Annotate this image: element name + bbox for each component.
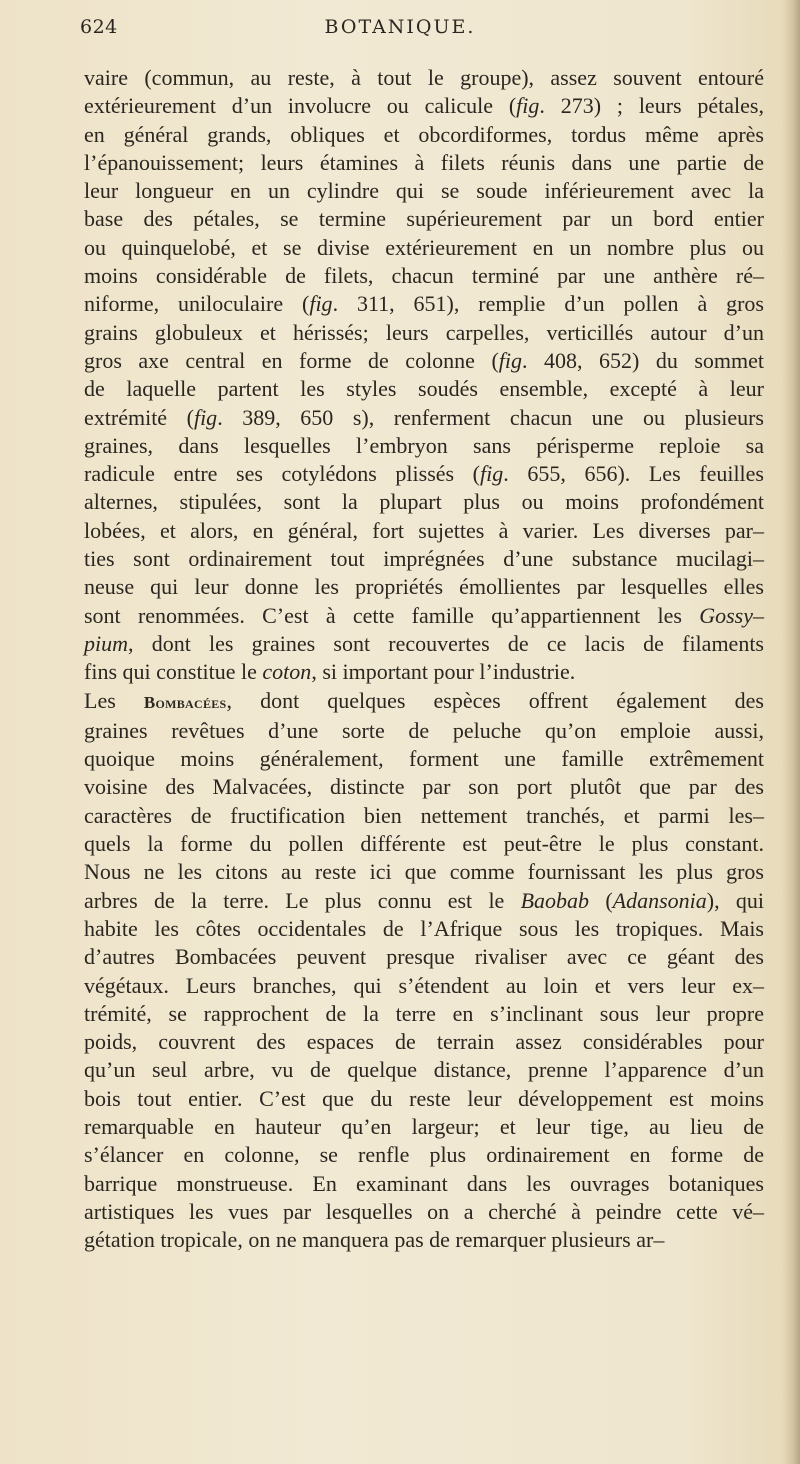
text-segment: artistiques les vues par lesquelles on a cherché à peindre cette vé– xyxy=(84,1198,764,1224)
text-line xyxy=(84,375,764,403)
text-segment: gétation tropicale, on ne manquera pas de remarquer plusieurs ar– xyxy=(84,1227,665,1253)
text-line xyxy=(84,830,764,858)
text-line xyxy=(84,460,764,488)
text-line xyxy=(84,545,764,573)
text-line xyxy=(84,943,764,971)
text-line xyxy=(84,687,764,717)
text-segment: . 311, 651), remplie d’un pollen à gros xyxy=(332,291,764,317)
text-line xyxy=(84,573,764,601)
text-line xyxy=(84,290,764,318)
page-number: 624 xyxy=(80,16,118,38)
text-segment: graines, dans lesquelles l’embryon sans périsperme reploie sa xyxy=(84,432,764,458)
text-segment: gros axe central en forme de colonne ( xyxy=(84,347,499,373)
text-line xyxy=(84,1170,764,1198)
text-segment: fins qui constitue le xyxy=(84,659,263,685)
text-segment: neuse qui leur donne les propriétés émollientes par lesquelles elles xyxy=(84,574,764,600)
text-line xyxy=(84,488,764,516)
text-segment: radicule entre ses cotylédons plissés ( xyxy=(84,461,481,487)
italic-text: fig xyxy=(516,93,540,119)
text-line xyxy=(84,319,764,347)
text-line xyxy=(84,1113,764,1141)
text-segment: alternes, stipulées, sont la plupart plus ou moins profondément xyxy=(84,489,764,515)
text-segment: bois tout entier. C’est que du reste leur développement est moins xyxy=(84,1085,764,1111)
text-segment: moins considérable de filets, chacun terminé par une anthère ré– xyxy=(84,263,764,289)
text-line xyxy=(84,915,764,943)
text-segment: ties sont ordinairement tout imprégnées d’une substance mucilagi– xyxy=(84,546,764,572)
text-segment: graines revêtues d’une sorte de peluche qu’on emploie aussi, xyxy=(84,717,764,743)
text-line xyxy=(84,602,764,630)
text-segment: poids, couvrent des espaces de terrain assez considérables pour xyxy=(84,1029,764,1055)
text-line xyxy=(84,234,764,262)
text-line xyxy=(84,404,764,432)
text-segment: leur longueur en un cylindre qui se soude inférieurement avec la xyxy=(84,178,764,204)
text-line xyxy=(84,658,764,686)
text-segment: extérieurement d’un involucre ou calicule ( xyxy=(84,93,517,119)
text-segment: d’autres Bombacées peuvent presque rivaliser avec ce géant des xyxy=(84,944,764,970)
text-segment: extrémité ( xyxy=(84,404,194,430)
text-segment: vaire (commun, au reste, à tout le groupe), assez souvent entouré xyxy=(84,65,764,90)
text-segment: trémité, se rapprochent de la terre en s’inclinant sous leur propre xyxy=(84,1000,764,1026)
text-segment: barrique monstrueuse. En examinant dans les ouvrages botaniques xyxy=(84,1170,764,1196)
text-line xyxy=(84,802,764,830)
text-segment: ou quinquelobé, et se divise extérieurement en un nombre plus ou xyxy=(84,234,764,260)
text-segment: ( xyxy=(589,887,613,913)
text-line xyxy=(84,1000,764,1028)
page-header xyxy=(80,16,720,56)
text-segment: ), qui xyxy=(706,887,764,913)
text-segment: s’élancer en colonne, se renfle plus ordinairement en forme de xyxy=(84,1142,764,1168)
page-edge-shadow xyxy=(782,0,800,1464)
text-line xyxy=(84,1141,764,1169)
text-segment: habite les côtes occidentales de l’Afrique sous les tropiques. Mais xyxy=(84,915,764,941)
text-line xyxy=(84,1226,764,1254)
italic-text: Adansonia xyxy=(612,887,707,913)
text-segment: l’épanouissement; leurs étamines à filets réunis dans une partie de xyxy=(84,149,764,175)
text-segment: quels la forme du pollen différente est peut-être le plus constant. xyxy=(84,831,764,857)
italic-text: fig xyxy=(498,347,523,373)
text-line xyxy=(84,1198,764,1226)
text-segment: . 389, 650 s), renferment chacun une ou plusieurs xyxy=(217,404,764,430)
text-line xyxy=(84,432,764,460)
italic-text: Baobab xyxy=(520,887,590,913)
text-segment: grains globuleux et hérissés; leurs carpelles, verticillés autour d’un xyxy=(84,319,764,345)
text-segment: caractères de fructification bien nettement tranchés, et parmi les– xyxy=(84,802,764,828)
running-title: BOTANIQUE. xyxy=(324,16,476,38)
text-segment: remarquable en hauteur qu’en largeur; et leur tige, au lieu de xyxy=(84,1113,764,1139)
text-segment: voisine des Malvacées, distincte par son port plutôt que par des xyxy=(84,774,764,800)
text-segment: lobées, et alors, en général, fort sujettes à varier. Les diverses par– xyxy=(84,517,764,543)
text-line xyxy=(84,347,764,375)
text-line xyxy=(84,858,764,886)
text-segment: arbres de la terre. Le plus connu est le xyxy=(84,887,521,913)
text-segment: . 408, 652) du sommet xyxy=(522,347,764,373)
italic-text: pium xyxy=(84,630,128,656)
text-line xyxy=(84,149,764,177)
text-line xyxy=(84,972,764,1000)
text-segment: niforme, uniloculaire ( xyxy=(84,291,310,317)
text-segment: Les xyxy=(84,687,144,713)
text-segment: base des pétales, se termine supérieurement par un bord entier xyxy=(84,206,764,232)
body-text xyxy=(84,64,764,1254)
text-line xyxy=(84,1028,764,1056)
text-segment: Nous ne les citons au reste ici que comme fournissant les plus gros xyxy=(84,859,764,885)
text-line xyxy=(84,630,764,658)
text-line xyxy=(84,517,764,545)
text-segment: sont renommées. C’est à cette famille qu’appartiennent les xyxy=(84,602,700,628)
text-segment: qu’un seul arbre, vu de quelque distance, prenne l’apparence d’un xyxy=(84,1057,764,1083)
text-segment: végétaux. Leurs branches, qui s’étendent au loin et vers leur ex– xyxy=(84,972,764,998)
italic-text: fig xyxy=(193,404,218,430)
text-segment: . 273) ; leurs pétales, xyxy=(539,93,764,119)
small-caps-text: Bombacées xyxy=(143,692,227,712)
italic-text: fig xyxy=(480,461,504,487)
text-line xyxy=(84,1085,764,1113)
text-line xyxy=(84,262,764,290)
text-line xyxy=(84,64,764,92)
text-line xyxy=(84,717,764,745)
text-segment: en général grands, obliques et obcordiformes, tordus même après xyxy=(84,121,764,147)
text-line xyxy=(84,177,764,205)
text-segment: de laquelle partent les styles soudés ensemble, excepté à leur xyxy=(84,376,764,402)
text-line xyxy=(84,92,764,120)
text-segment: , si important pour l’industrie. xyxy=(311,659,576,685)
italic-text: fig xyxy=(309,291,333,317)
text-line xyxy=(84,205,764,233)
text-line xyxy=(84,1056,764,1084)
italic-text: coton xyxy=(262,659,312,685)
text-line xyxy=(84,887,764,915)
text-line xyxy=(84,745,764,773)
text-segment: . 655, 656). Les feuilles xyxy=(503,461,764,487)
text-segment: , dont les graines sont recouvertes de ce lacis de filaments xyxy=(128,630,764,656)
text-segment: quoique moins généralement, forment une famille extrêmement xyxy=(84,746,764,772)
text-line xyxy=(84,121,764,149)
text-segment: , dont quelques espèces offrent également des xyxy=(226,687,764,713)
text-line xyxy=(84,773,764,801)
italic-text: Gossy– xyxy=(699,602,764,628)
